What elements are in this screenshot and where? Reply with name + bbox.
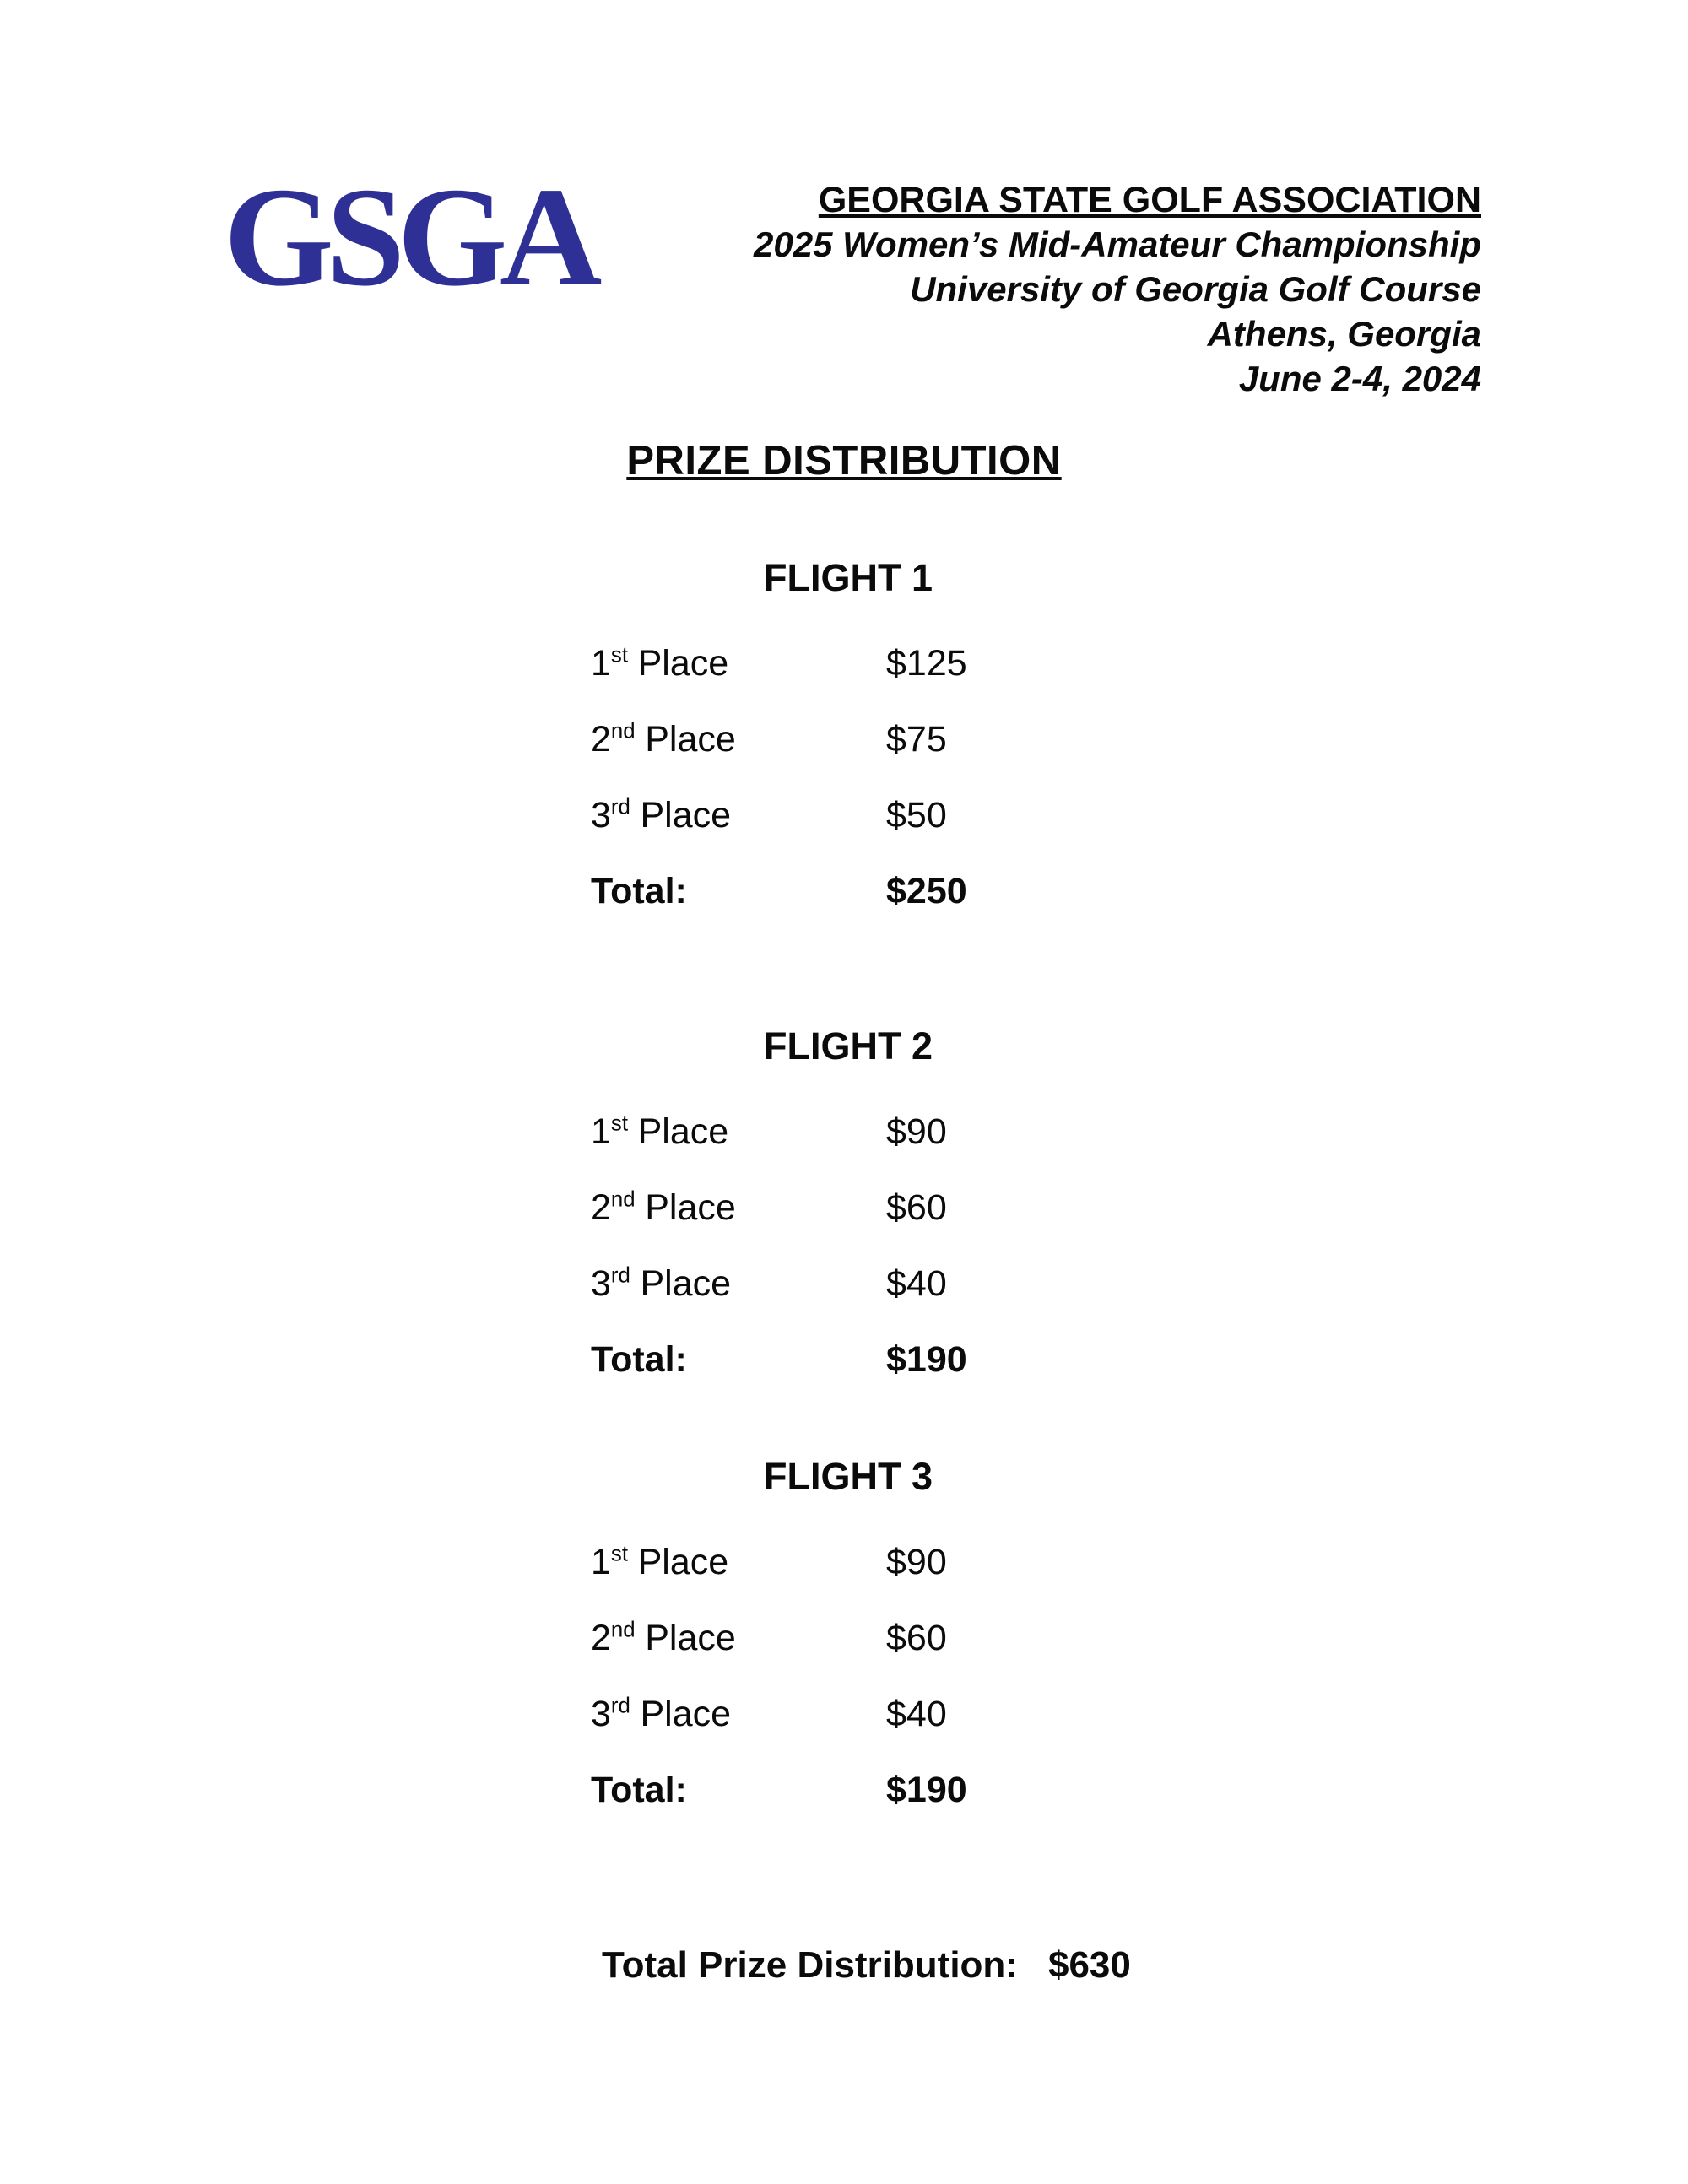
flight-section-3 <box>0 1455 1688 1843</box>
org-name: GEORGIA STATE GOLF ASSOCIATION <box>818 180 1481 220</box>
prize-amount: $50 <box>886 794 947 835</box>
place-label <box>591 1539 886 1585</box>
place-number: 3 <box>591 1693 611 1734</box>
ordinal-suffix: nd <box>610 1187 636 1212</box>
place-number: 3 <box>591 1262 611 1304</box>
place-label <box>591 1185 886 1230</box>
place-label <box>591 1261 886 1306</box>
place-number: 1 <box>591 1111 611 1152</box>
header-text-block <box>754 177 1481 402</box>
place-word: Place <box>645 1617 736 1658</box>
prize-amount: $90 <box>886 1111 947 1152</box>
prize-amount: $40 <box>886 1693 947 1734</box>
total-amount: $250 <box>886 870 967 911</box>
prize-row <box>591 1539 1688 1585</box>
total-row <box>591 1767 1688 1813</box>
prize-row <box>591 1261 1688 1306</box>
ordinal-suffix: nd <box>610 719 636 743</box>
flight-section-1 <box>0 556 1688 944</box>
place-number: 1 <box>591 642 611 684</box>
prize-row <box>591 716 1688 762</box>
total-label: Total: <box>591 870 687 911</box>
place-label <box>591 1615 886 1661</box>
ordinal-suffix: st <box>610 1542 628 1566</box>
place-number: 3 <box>591 794 611 835</box>
document-header <box>0 0 1688 402</box>
prize-row <box>591 792 1688 838</box>
ordinal-suffix: st <box>610 643 628 668</box>
grand-total-amount: $630 <box>1047 1943 1131 1986</box>
place-number: 2 <box>591 1187 611 1228</box>
place-word: Place <box>640 1262 732 1304</box>
total-row <box>591 868 1688 914</box>
prize-amount: $60 <box>886 1187 947 1228</box>
ordinal-suffix: st <box>610 1111 628 1136</box>
place-word: Place <box>645 718 736 760</box>
ordinal-suffix: rd <box>610 1263 630 1288</box>
flight-section-2 <box>0 1024 1688 1413</box>
ordinal-suffix: rd <box>610 1694 630 1718</box>
grand-total-label: Total Prize Distribution: <box>602 1943 1018 1986</box>
place-word: Place <box>640 1693 732 1734</box>
prize-amount: $90 <box>886 1541 947 1582</box>
prize-amount: $125 <box>886 642 967 684</box>
prize-row <box>591 1109 1688 1154</box>
prize-amount: $75 <box>886 718 947 760</box>
prize-amount: $40 <box>886 1262 947 1304</box>
place-number: 1 <box>591 1541 611 1582</box>
place-word: Place <box>637 1111 729 1152</box>
flight-1-title: FLIGHT 1 <box>764 555 933 599</box>
prize-amount: $60 <box>886 1617 947 1658</box>
prize-row <box>591 1691 1688 1737</box>
place-label <box>591 1109 886 1154</box>
venue-name: University of Georgia Golf Course <box>910 269 1481 310</box>
total-row <box>591 1337 1688 1382</box>
event-location: Athens, Georgia <box>1207 313 1481 354</box>
ordinal-suffix: nd <box>610 1618 636 1642</box>
place-number: 2 <box>591 1617 611 1658</box>
flight-3-title: FLIGHT 3 <box>764 1454 933 1498</box>
grand-total <box>602 1944 1688 1987</box>
place-label <box>591 792 886 838</box>
page-title: PRIZE DISTRIBUTION <box>626 437 1062 484</box>
total-amount: $190 <box>886 1338 967 1380</box>
place-word: Place <box>637 642 729 684</box>
place-word: Place <box>640 794 732 835</box>
event-name: 2025 Women’s Mid-Amateur Championship <box>754 224 1481 265</box>
total-label: Total: <box>591 1769 687 1810</box>
place-label <box>591 1691 886 1737</box>
ordinal-suffix: rd <box>610 795 630 819</box>
total-label: Total: <box>591 1338 687 1380</box>
prize-row <box>591 641 1688 686</box>
place-label <box>591 716 886 762</box>
flight-2-title: FLIGHT 2 <box>764 1024 933 1068</box>
prize-row <box>591 1185 1688 1230</box>
prize-row <box>591 1615 1688 1661</box>
total-amount: $190 <box>886 1769 967 1810</box>
place-number: 2 <box>591 718 611 760</box>
place-word: Place <box>645 1187 736 1228</box>
gsga-logo: GSGA <box>224 159 595 316</box>
event-dates: June 2-4, 2024 <box>1238 358 1481 398</box>
place-label <box>591 641 886 686</box>
place-word: Place <box>637 1541 729 1582</box>
